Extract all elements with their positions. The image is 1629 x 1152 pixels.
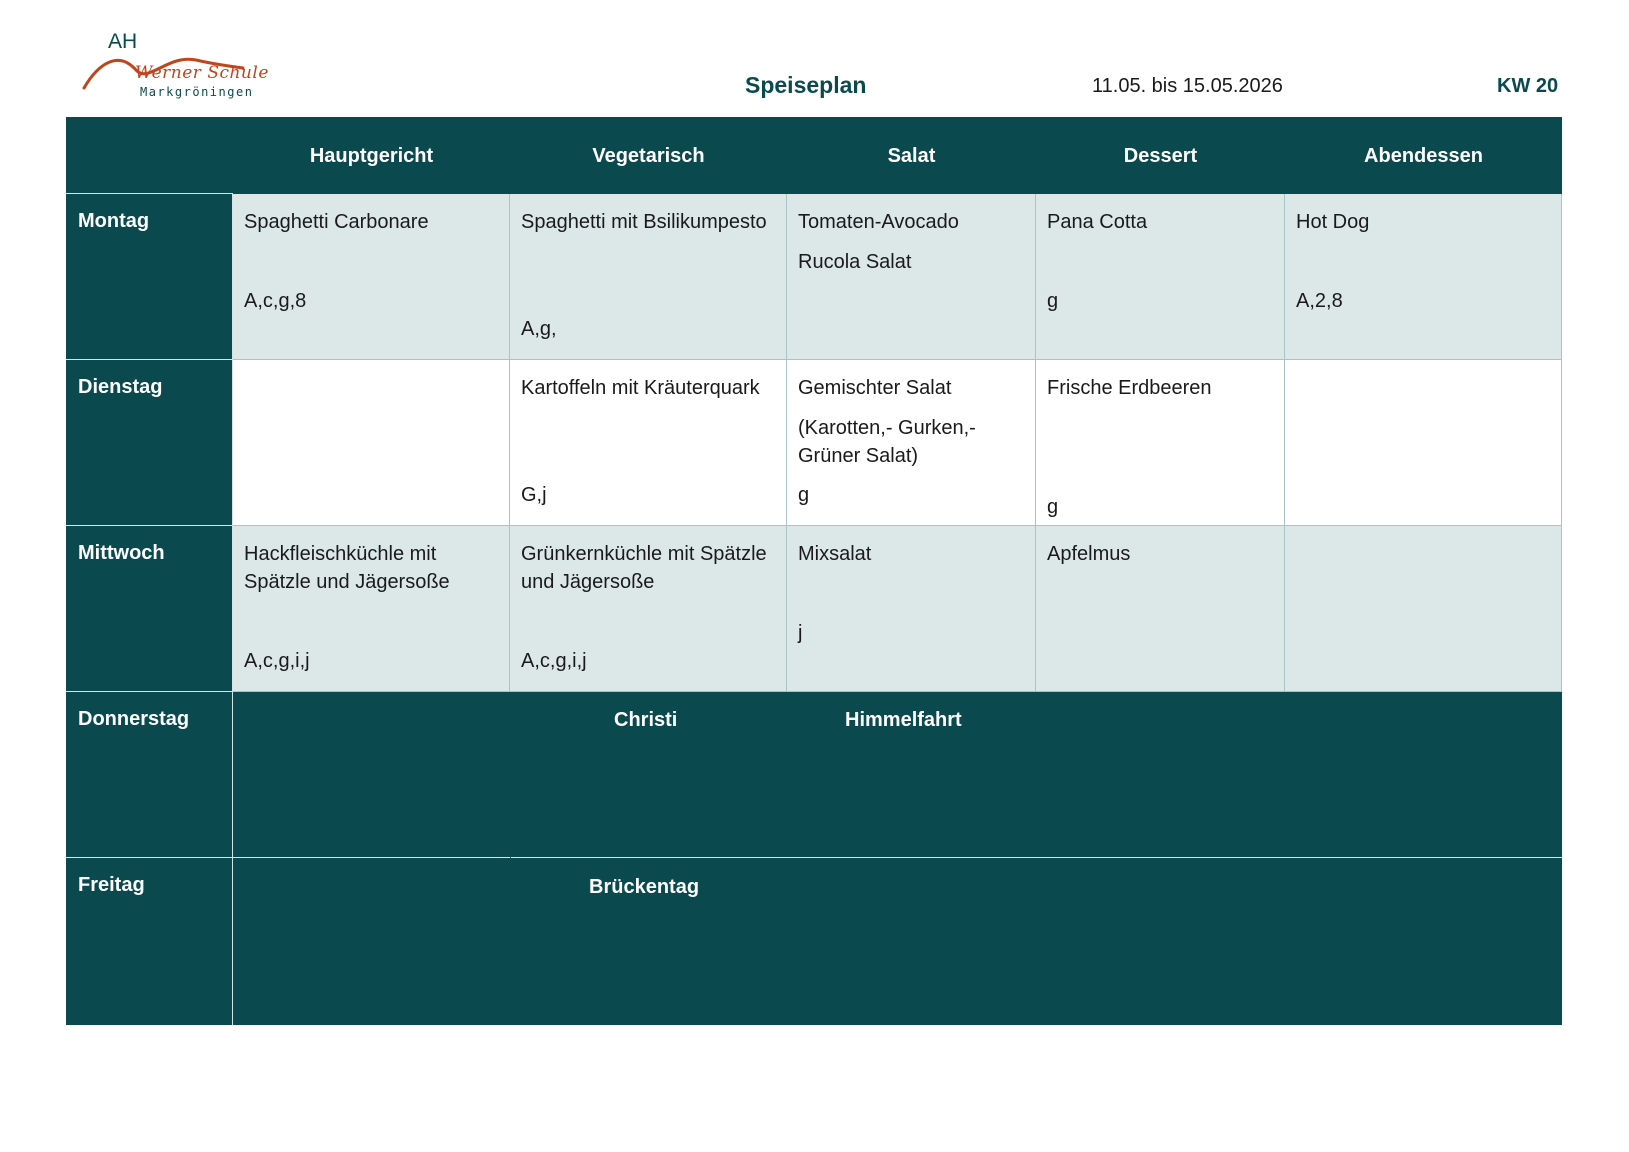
- allergen-codes: A,g,: [521, 318, 557, 340]
- meal-name: Hackfleischküchle mit Spätzle und Jägersoße: [244, 543, 450, 593]
- meal-cell-montag-dessert: [1036, 194, 1285, 360]
- row-divider: [66, 193, 233, 194]
- meal-name: Apfelmus: [1047, 543, 1131, 565]
- row-divider: [66, 691, 233, 692]
- day-label-mittwoch: Mittwoch: [78, 542, 165, 564]
- meal-name: Spaghetti Carbonare: [244, 211, 429, 233]
- allergen-codes: A,c,g,8: [244, 290, 307, 312]
- meal-name-secondary: Rucola Salat: [798, 251, 912, 273]
- meal-cell-montag-vegetarisch: [510, 194, 787, 360]
- column-divider: [510, 857, 511, 858]
- meal-cell-mittwoch-hauptgericht: [233, 526, 510, 692]
- allergen-codes: g: [798, 484, 810, 506]
- meal-name: Gemischter Salat: [798, 377, 952, 399]
- meal-name: Hot Dog: [1296, 211, 1370, 233]
- school-logo: [78, 30, 269, 102]
- meal-cell-mittwoch-salat: [787, 526, 1036, 692]
- meal-name: Grünkernküchle mit Spätzle und Jägersoße: [521, 543, 767, 593]
- column-header-vegetarisch: Vegetarisch: [592, 145, 705, 167]
- meal-cell-dienstag-hauptgericht: [233, 360, 510, 526]
- allergen-codes: A,2,8: [1296, 290, 1343, 312]
- meal-cell-mittwoch-dessert: [1036, 526, 1285, 692]
- row-divider: [66, 359, 233, 360]
- allergen-codes: A,c,g,i,j: [244, 650, 310, 672]
- holiday-text-himmelfahrt: Himmelfahrt: [845, 709, 962, 731]
- column-header-abendessen: Abendessen: [1364, 145, 1483, 167]
- meal-name: Frische Erdbeeren: [1047, 377, 1212, 399]
- allergen-codes: A,c,g,i,j: [521, 650, 587, 672]
- page-title: Speiseplan: [745, 72, 867, 98]
- meal-name: Mixsalat: [798, 543, 872, 565]
- allergen-codes: j: [798, 622, 803, 644]
- meal-cell-montag-salat: [787, 194, 1036, 360]
- meal-cell-dienstag-vegetarisch: [510, 360, 787, 526]
- allergen-codes: G,j: [521, 484, 547, 506]
- meal-name: Spaghetti mit Bsilikumpesto: [521, 211, 767, 233]
- meal-name-secondary: (Karotten,- Gurken,- Grüner Salat): [798, 417, 976, 467]
- meal-cell-mittwoch-abendessen: [1285, 526, 1562, 692]
- row-divider: [66, 857, 1562, 858]
- logo-ah-text: AH: [108, 30, 138, 53]
- meal-cell-dienstag-salat: [787, 360, 1036, 526]
- meal-name: Pana Cotta: [1047, 211, 1148, 233]
- column-header-dessert: Dessert: [1123, 145, 1198, 167]
- meal-name: Kartoffeln mit Kräuterquark: [521, 377, 760, 399]
- day-label-montag: Montag: [78, 210, 150, 232]
- meal-name: Tomaten-Avocado: [798, 211, 959, 233]
- meal-cell-dienstag-abendessen: [1285, 360, 1562, 526]
- menu-table: [66, 117, 1562, 1025]
- column-header-hauptgericht: Hauptgericht: [309, 145, 434, 167]
- meal-cell-dienstag-dessert: [1036, 360, 1285, 526]
- week-number: KW 20: [1497, 75, 1559, 97]
- allergen-codes: g: [1047, 290, 1059, 312]
- meal-cell-montag-hauptgericht: [233, 194, 510, 360]
- holiday-text-brueckentag: Brückentag: [589, 876, 700, 898]
- holiday-text-christi: Christi: [614, 709, 678, 731]
- day-label-dienstag: Dienstag: [78, 376, 163, 398]
- logo-place: Markgröningen: [140, 85, 254, 99]
- logo-school-name: Werner Schule: [135, 63, 269, 83]
- day-label-freitag: Freitag: [78, 874, 145, 896]
- day-label-donnerstag: Donnerstag: [78, 708, 190, 730]
- column-header-salat: Salat: [887, 145, 936, 167]
- allergen-codes: g: [1047, 496, 1059, 518]
- date-range: 11.05. bis 15.05.2026: [1092, 75, 1283, 97]
- row-divider: [66, 525, 233, 526]
- meal-cell-mittwoch-vegetarisch: [510, 526, 787, 692]
- meal-cell-montag-abendessen: [1285, 194, 1562, 360]
